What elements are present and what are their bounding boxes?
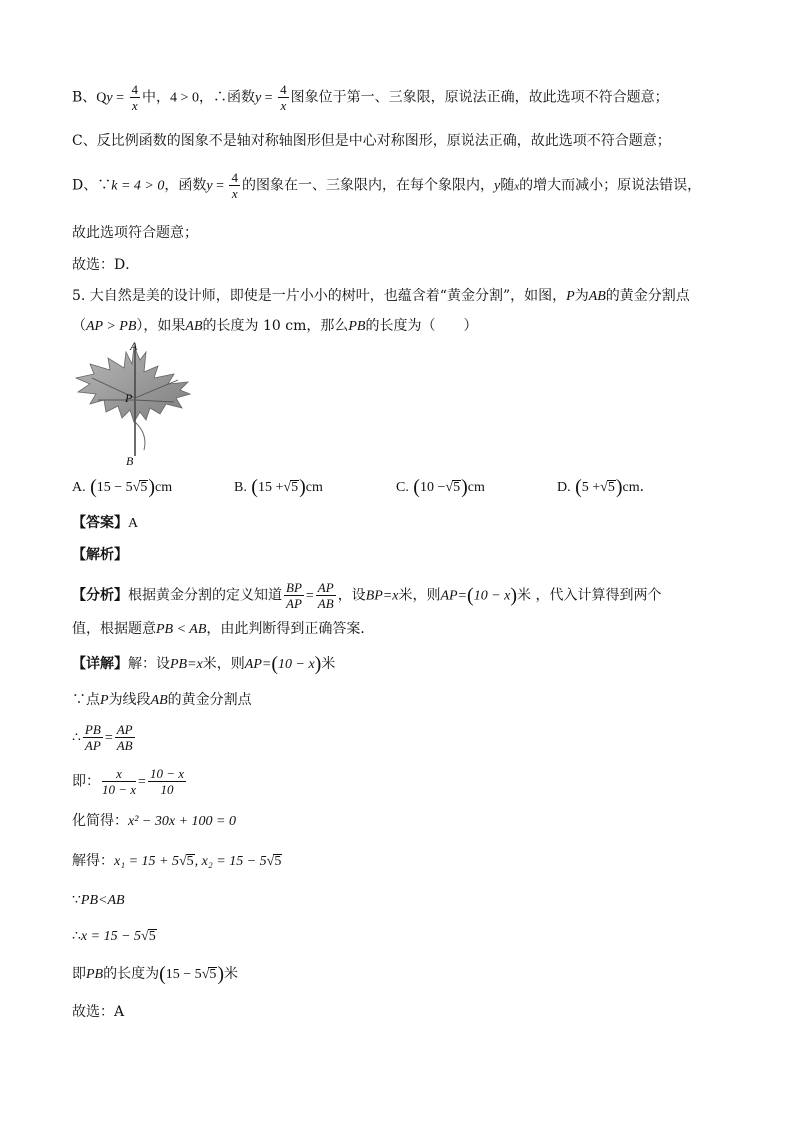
- option-b-explanation: B、Qy = $\frac{4}{x}$ 中，4 > 0，∴函数y = $\frac{4}{x}$ 图象位于第一、三象限，原说法正确，故此选项不符合题意；: [72, 82, 669, 113]
- simplify-line: 化简得：x² − 30x + 100 = 0: [72, 813, 236, 829]
- b-y: y: [106, 90, 113, 106]
- choose-a: 故选：A: [72, 1004, 125, 1020]
- fraction-10mx-over-10: $\frac{10 - x}{10}$: [149, 766, 184, 797]
- option-c: C. (10 −√5)cm: [396, 476, 485, 498]
- solve-line: 解得：x₁ = 15 + 5√5, x₂ = 15 − 5√5: [72, 853, 282, 869]
- ji-line: 即： $\frac{x}{10 - x}$ = $\frac{10 - x}{10}$: [72, 766, 184, 797]
- fraction-pb-over-ap: $\frac{PB}{AP}$: [84, 722, 101, 753]
- option-d-explanation-line2: 故此选项符合题意；: [72, 225, 198, 241]
- option-b: B. (15 +√5)cm: [234, 476, 323, 498]
- fraction-bp-over-ap: $\frac{BP}{AP}$: [286, 580, 302, 611]
- b-prefix: B、: [72, 89, 97, 106]
- fraction-4-over-x-2: $\frac{4}{x}$: [280, 82, 287, 113]
- detail-line1: 【详解】解：设PB=x米，则AP=(10 − x)米: [72, 653, 336, 675]
- b-cond: 4 > 0: [170, 90, 199, 106]
- result-line: 即PB的长度为(15 − 5√5)米: [72, 963, 239, 985]
- option-c-explanation: C、反比例函数的图象不是轴对称轴图形但是中心对称图形，原说法正确，故此选项不符合题意；: [72, 133, 671, 149]
- option-d-explanation: D、∵k = 4 > 0，函数y = $\frac{4}{x}$ 的图象在一、三象限内，在每个象限内，y随x的增大而减小；原说法错误，: [72, 170, 702, 201]
- label-a: A: [130, 339, 138, 353]
- b-mid2: ，∴函数: [198, 89, 255, 106]
- fraction-ap-over-ab-2: $\frac{AP}{AB}$: [116, 722, 133, 753]
- fenxi-line1: 【分析】根据黄金分割的定义知道 $\frac{BP}{AP}$ = $\frac{AP}{AB}$ ，设BP=x米，则AP=(10 − x)米 ，代入计算得到两个: [72, 580, 662, 611]
- answer-line: 【答案】A: [72, 515, 139, 531]
- therefore2-line: ∴x = 15 − 5√5: [72, 928, 156, 944]
- b-tail: 图象位于第一、三象限，原说法正确，故此选项不符合题意；: [290, 89, 669, 106]
- label-p: P: [125, 391, 133, 405]
- leaf-stem-curve: [135, 422, 145, 450]
- maple-leaf-figure: [70, 338, 220, 468]
- fraction-4-over-x-3: $\frac{4}{x}$: [231, 170, 238, 201]
- label-b: B: [126, 454, 134, 468]
- b-q: Q: [96, 90, 107, 106]
- question-5-line1: 5. 大自然是美的设计师，即使是一片小小的树叶，也蕴含着“黄金分割”，如图，P为AB的黄金分割点: [72, 288, 690, 304]
- fraction-4-over-x: $\frac{4}{x}$: [131, 82, 139, 113]
- choose-d: 故选：D．: [72, 257, 140, 273]
- fraction-x-over-10mx: $\frac{x}{10 - x}$: [102, 766, 137, 797]
- fraction-ap-over-ab: $\frac{AP}{AB}$: [317, 580, 334, 611]
- option-d: D. (5 +√5)cm．: [557, 476, 654, 498]
- analysis-heading: 【解析】: [72, 547, 128, 563]
- question-5-line2: （AP > PB），如果AB的长度为 10 cm，那么PB的长度为（ ）: [72, 318, 478, 334]
- maple-leaf-image: [70, 338, 220, 468]
- since2-line: ∵PB<AB: [72, 892, 125, 908]
- fenxi-line2: 值，根据题意PB < AB，由此判断得到正确答案．: [72, 621, 375, 637]
- option-a: A. (15 − 5√5)cm: [72, 476, 173, 498]
- b-mid1: 中，: [142, 89, 171, 106]
- therefore-ratio: ∴ $\frac{PB}{AP}$ = $\frac{AP}{AB}$: [72, 722, 133, 753]
- leaf-shape: [76, 346, 190, 422]
- since-line: ∵点P为线段AB的黄金分割点: [72, 692, 252, 708]
